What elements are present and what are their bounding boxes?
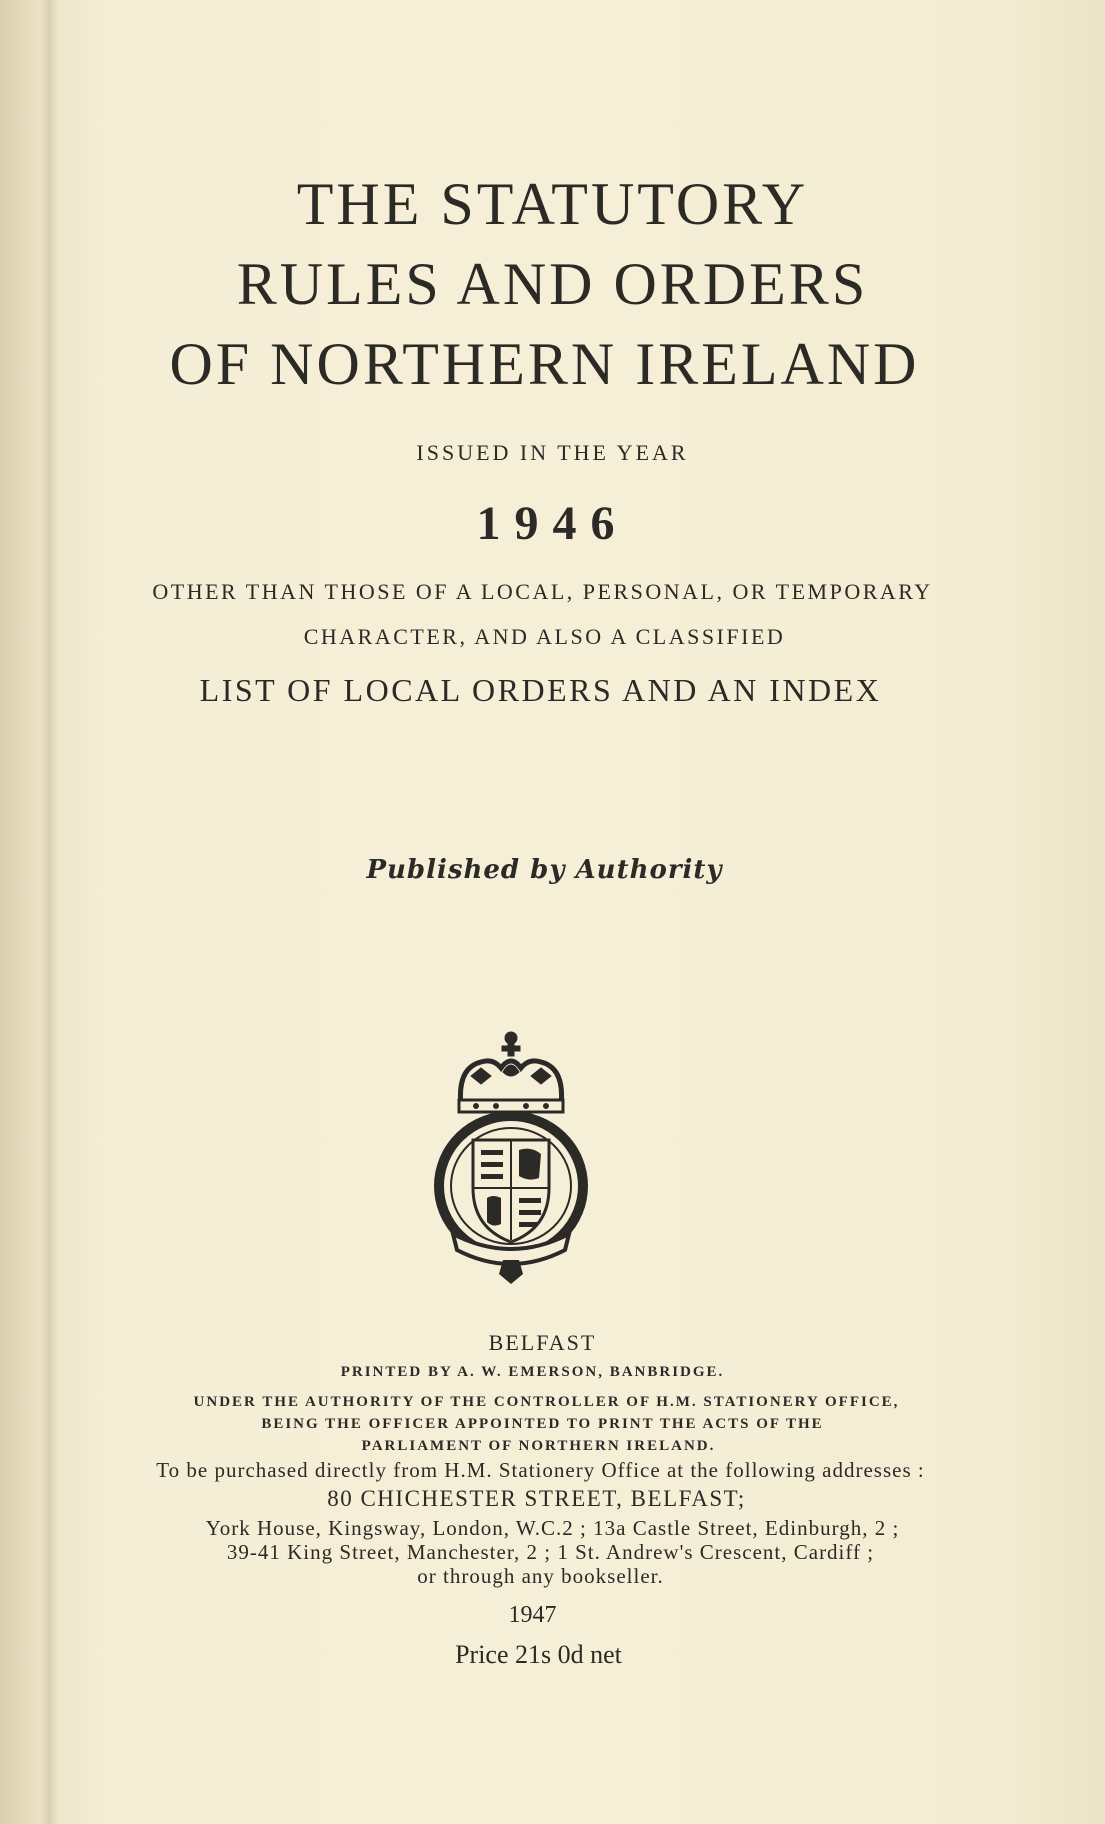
imprint-city: BELFAST [488, 1330, 597, 1355]
bookseller-note: or through any bookseller. [417, 1564, 664, 1588]
description-line-2: CHARACTER, AND ALSO A CLASSIFIED [303, 624, 786, 649]
imprint-authority-2: BEING THE OFFICER APPOINTED TO PRINT THE ACTS OF THE [261, 1416, 824, 1432]
issue-year: 1946 [476, 497, 629, 550]
belfast-address: 80 CHICHESTER STREET, BELFAST; [327, 1486, 746, 1511]
other-addresses-2: 39-41 King Street, Manchester, 2 ; 1 St. Andrew's Crescent, Cardiff ; [226, 1540, 875, 1564]
description-line-3: LIST OF LOCAL ORDERS AND AN INDEX [199, 672, 882, 708]
description-line-1: OTHER THAN THOSE OF A LOCAL, PERSONAL, OR TEMPORARY [152, 579, 933, 604]
imprint-authority-3: PARLIAMENT OF NORTHERN IRELAND. [361, 1438, 716, 1454]
title-line-1: THE STATUTORY [296, 171, 809, 237]
title-line-3: OF NORTHERN IRELAND [169, 331, 920, 397]
imprint-printer: PRINTED BY A. W. EMERSON, BANBRIDGE. [340, 1364, 725, 1380]
published-by-authority: Published by Authority [366, 855, 723, 885]
issued-text: ISSUED IN THE YEAR [416, 440, 689, 465]
title-line-2: RULES AND ORDERS [236, 251, 869, 317]
imprint-authority-1: UNDER THE AUTHORITY OF THE CONTROLLER OF H.M. STATIONERY OFFICE, [193, 1394, 900, 1410]
price: Price 21s 0d net [455, 1640, 622, 1669]
other-addresses-1: York House, Kingsway, London, W.C.2 ; 13a Castle Street, Edinburgh, 2 ; [205, 1516, 900, 1540]
publication-year: 1947 [508, 1602, 557, 1628]
purchase-info: To be purchased directly from H.M. Stationery Office at the following addresses : [156, 1458, 925, 1482]
royal-coat-of-arms-icon [431, 1028, 591, 1286]
